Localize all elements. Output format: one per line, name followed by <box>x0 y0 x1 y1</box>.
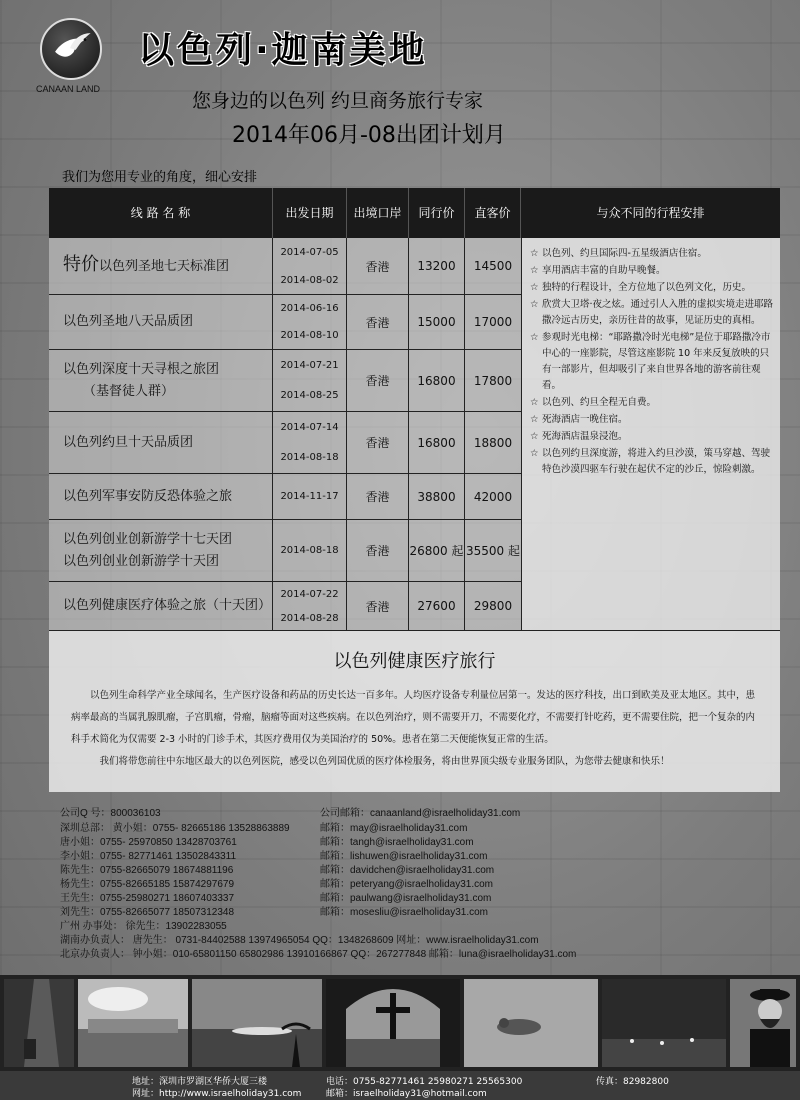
email-link[interactable]: 邮箱：davidchen@israelholiday31.com <box>320 865 495 876</box>
route-name: 以色列圣地八天品质团 <box>49 295 273 349</box>
table-row <box>49 520 521 582</box>
header-peer-price: 同行价 <box>409 188 465 238</box>
peer-price: 13200 <box>409 238 465 294</box>
email-link[interactable]: 邮箱：peteryang@israelholiday31.com <box>320 879 494 890</box>
peer-price: 27600 <box>409 582 465 630</box>
footer-fax: 传真：82982800 <box>596 1077 669 1087</box>
list-item: ☆ 参观时光电梯：“耶路撒冷时光电梯”是位于耶路撒冷市中心的一座影院，尽管这座影院 10 年来反复放映的只有一部影片，但却吸引了来自世界各地的游客前往观看。 <box>530 332 771 391</box>
route-name: 特价以色列圣地七天标准团 <box>49 238 273 294</box>
header-date: 出发日期 <box>273 188 347 238</box>
star-icon: ☆ <box>530 414 539 425</box>
table-row <box>49 295 521 350</box>
brochure-page: CANAAN LAND 以色列·迦南美地 您身边的以色列 约旦商务旅行专家 2014年06月-08出团计划月 我们为您用专业的角度，细心安排 线 路 名 称 出发日期 出境口岸 同行价 直客价 与众不同的行程安排 特价以色列圣地七天标准团 2014-07-05 2014-08-02 香港 13200 14500 以色列圣地八天品质团 2014-06-16 2014-08-10 香港 15000 17000 以色列深度十天寻根之旅团 （基督徒人群） 2014-07-21 2014-08-25 香港 16800 17800 以色列约旦十天品质团 2014-07-14 2014-08-18 香港 16800 18800 以色列军事安防反恐体验之旅 2014-11-17 香港 38800 42000 以色列创业创新游学十七天团 以色列创业创新游学十天团 2014-08-18 香港 26800 起 35500 起 以色列健康医疗体验之旅（十天团） 2014-07-22 2014-08-28 香港 27600 29800 ☆ 以色列、约旦国际四-五星级酒店住宿。 ☆ 享用酒店丰富的自助早晚餐。 ☆ 独特的行程设计，全方位地了以色列文化，历史。 ☆ 欣赏大卫塔·夜之炫。通过引人入胜的虚拟实境走进耶路撒冷远古历史，亲历往昔的故事，见证历史的真相。 ☆ 参观时光电梯：“耶路撒冷时光电梯”是位于耶路撒冷市中心的一座影院，尽管这座影院 10 年来反复放映的只有一部影片，但却吸引了来自世界各地的游客前往观看。 ☆ 以色列、约旦全程无自费。 ☆ 死海酒店一晚住宿。 ☆ 死海酒店温泉浸泡。 ☆ 以色列约旦深度游，将进入约旦沙漠，策马穿越、驾驶特色沙漠四驱车行驶在起伏不定的沙丘，惊险刺激。 以色列健康医疗旅行 以色列生命科学产业全球闻名，生产医疗设备和药品的历史长达一百多年。人均医疗设备专利量位居第一。发达的医疗科技，出口到欧美及亚太地区。其中，患病率最高的当属乳腺肌瘤，子宫肌瘤，骨瘤，脑瘤等面对这些疾病。在以色列治疗，则不需要开刀，不需要化疗，不需要打针吃药，更不需要住院，把一个复杂的内科手术简化为仅需要 2-3 小时的门诊手术，其医疗费用仅为美国治疗的 50%。患者在第二天便能恢复正常的生活。 我们将带您前往中东地区最大的以色列医院，感受以色列国优质的医疗体检服务，将由世界顶尖级专业服务团队，为您带去健康和快乐！ 公司Q 号：800036103 公司邮箱：canaanland@israelholiday31.com 深圳总部： 黄小姐：0755- 82665186 13528863889 邮箱：may@israelholiday31.com 唐小姐：0755- 25970850 13428703761 邮箱：tangh@israelholiday31.com 李小姐：0755- 82771461 13502843311 邮箱：lishuwen@israelholiday31.com 陈先生：0755-82665079 18674881196 邮箱：davidchen@israelholiday31.com 杨先生：0755-82665185 15874297679 邮箱：peteryang@israelholiday31.com 王先生：0755-25980271 18607403337 邮箱：paulwang@israelholiday31.com 刘先生：0755-82665077 18507312348 邮箱：mosesliu@israelholiday31.com 广州 办事处： 徐先生：13902283055 湖南办负责人： 唐先生： 0731-84402588 13974965054 QQ：1348268609 网址：www.israelholiday31.com 北京办负责人： 钟小姐：010-65801150 65802986 13910166867 QQ：267277848 邮箱：luna@israelholiday31.com 地址：深圳市罗湖区华侨大厦三楼 电话：0755-82771461 25980271 25565300 传真：82982800 网址：http://www.israelholiday31.com 邮箱：israelholiday31@hotmail.com <box>0 0 800 1100</box>
route-name: 以色列军事安防反恐体验之旅 <box>49 474 273 519</box>
orthodox-man-photo <box>730 979 796 1067</box>
table-header <box>49 188 780 238</box>
city-photo <box>78 979 188 1067</box>
direct-price: 17800 <box>473 373 513 388</box>
route-name: 以色列约旦十天品质团 <box>49 412 273 473</box>
departure-dates: 2014-07-22 2014-08-28 <box>273 582 347 630</box>
company-email[interactable]: 公司邮箱：canaanland@israelholiday31.com <box>320 808 521 819</box>
port: 香港 <box>347 474 409 519</box>
port: 香港 <box>347 295 409 349</box>
sea-sunset-photo <box>192 979 322 1067</box>
star-icon: ☆ <box>530 448 539 459</box>
direct-price: 29800 <box>473 599 513 613</box>
port: 香港 <box>347 582 409 630</box>
medical-paragraph-2: 我们将带您前往中东地区最大的以色列医院，感受以色列国优质的医疗体检服务，将由世界顶尖级专业服务团队，为您带去健康和快乐！ <box>99 756 670 767</box>
star-icon: ☆ <box>530 265 539 276</box>
star-icon: ☆ <box>530 431 539 442</box>
table-row <box>49 474 521 520</box>
table-row <box>49 238 521 295</box>
list-item: ☆ 享用酒店丰富的自助早晚餐。 <box>530 263 774 279</box>
slogan: 我们为您用专业的角度，细心安排 <box>62 170 258 185</box>
subtitle: 您身边的以色列 约旦商务旅行专家 <box>192 90 484 112</box>
highlights-list <box>521 238 780 630</box>
company-qq: 公司Q 号：800036103 <box>60 808 161 819</box>
peer-price: 15000 <box>409 295 465 349</box>
route-name: 以色列健康医疗体验之旅（十天团） <box>49 582 273 630</box>
peer-price: 26800 起 <box>409 520 465 581</box>
star-icon: ☆ <box>530 397 539 408</box>
route-name: 以色列深度十天寻根之旅团 （基督徒人群） <box>49 350 273 411</box>
direct-price: 42000 <box>473 489 513 504</box>
list-item: ☆ 欣赏大卫塔·夜之炫。通过引人入胜的虚拟实境走进耶路撒冷远古历史，亲历往昔的故事，见证历史的真相。 <box>530 299 774 326</box>
footer-website[interactable]: 网址：http://www.israelholiday31.com <box>132 1089 302 1099</box>
list-item: ☆ 死海酒店一晚住宿。 <box>530 412 774 428</box>
star-icon: ☆ <box>530 332 539 343</box>
port: 香港 <box>347 238 409 294</box>
email-link[interactable]: 邮箱：tangh@israelholiday31.com <box>320 837 474 848</box>
special-tag: 特价 <box>63 254 99 275</box>
direct-price: 14500 <box>473 259 513 273</box>
departure-dates: 2014-07-05 2014-08-02 <box>273 238 347 294</box>
table-body <box>49 238 521 630</box>
peer-price: 16800 <box>409 350 465 411</box>
table-row <box>49 582 521 630</box>
list-item: ☆ 独特的行程设计，全方位地了以色列文化，历史。 <box>530 280 774 296</box>
departure-dates: 2014-08-18 <box>273 520 347 581</box>
table-row <box>49 350 521 412</box>
direct-price: 17000 <box>473 315 513 329</box>
church-window-photo <box>326 979 460 1067</box>
email-link[interactable]: 邮箱：paulwang@israelholiday31.com <box>320 893 492 904</box>
email-link[interactable]: 邮箱：lishuwen@israelholiday31.com <box>320 851 488 862</box>
header-port: 出境口岸 <box>347 188 409 238</box>
direct-price: 35500 起 <box>466 544 520 558</box>
dead-sea-float-photo <box>464 979 598 1067</box>
list-item: ☆ 以色列、约旦国际四-五星级酒店住宿。 <box>530 246 774 262</box>
page-title: 以色列·迦南美地 <box>138 30 428 71</box>
email-link[interactable]: 邮箱：may@israelholiday31.com <box>320 823 468 834</box>
dove-logo-icon <box>40 18 102 80</box>
email-link[interactable]: 邮箱：mosesliu@israelholiday31.com <box>320 907 488 918</box>
brand-english: CANAAN LAND <box>36 84 101 94</box>
list-item: ☆ 死海酒店温泉浸泡。 <box>530 429 774 445</box>
plan-title: 2014年06月-08出团计划月 <box>232 123 506 148</box>
header-direct-price: 直客价 <box>465 188 521 238</box>
port: 香港 <box>347 350 409 411</box>
star-icon: ☆ <box>530 299 539 310</box>
header-route: 线 路 名 称 <box>49 188 273 238</box>
route-name: 以色列创业创新游学十七天团 以色列创业创新游学十天团 <box>49 520 273 581</box>
header-highlights: 与众不同的行程安排 <box>596 206 705 220</box>
departure-dates: 2014-06-16 2014-08-10 <box>273 295 347 349</box>
star-icon: ☆ <box>530 282 539 293</box>
port: 香港 <box>347 412 409 473</box>
departure-dates: 2014-07-14 2014-08-18 <box>273 412 347 473</box>
medical-paragraph: 以色列生命科学产业全球闻名，生产医疗设备和药品的历史长达一百多年。人均医疗设备专利量位居第一。发达的医疗科技，出口到欧美及亚太地区。其中，患病率最高的当属乳腺肌瘤，子宫肌瘤，骨瘤，脑瘤等面对这些疾病。在以色列治疗，则不需要开刀，不需要化疗，不需要打针吃药，更不需要住院，把一个复杂的内科手术简化为仅需要 2-3 小时的门诊手术，其医疗费用仅为美国治疗的 50%。患者在第二天便能恢复正常的生活。 <box>71 690 756 745</box>
medical-section <box>49 630 780 792</box>
footer-phone: 电话：0755-82771461 25980271 25565300 <box>326 1077 523 1087</box>
peer-price: 16800 <box>409 412 465 473</box>
footer <box>0 1071 800 1100</box>
footer-email[interactable]: 邮箱：israelholiday31@hotmail.com <box>326 1089 487 1099</box>
departure-dates: 2014-11-17 <box>273 474 347 519</box>
list-item: ☆ 以色列、约旦全程无自费。 <box>530 395 774 411</box>
photo-strip <box>0 975 800 1071</box>
departure-dates: 2014-07-21 2014-08-25 <box>273 350 347 411</box>
star-icon: ☆ <box>530 248 539 259</box>
peer-price: 38800 <box>409 474 465 519</box>
petra-photo <box>4 979 74 1067</box>
list-item: ☆ 以色列约旦深度游，将进入约旦沙漠，策马穿越、驾驶特色沙漠四驱车行驶在起伏不定的沙丘，惊险刺激。 <box>530 448 771 475</box>
direct-price: 18800 <box>473 435 513 450</box>
tour-table <box>49 188 780 630</box>
table-row <box>49 412 521 474</box>
medical-title: 以色列健康医疗旅行 <box>333 651 496 672</box>
port: 香港 <box>347 520 409 581</box>
footer-address: 地址：深圳市罗湖区华侨大厦三楼 <box>132 1077 268 1087</box>
night-city-photo <box>602 979 726 1067</box>
